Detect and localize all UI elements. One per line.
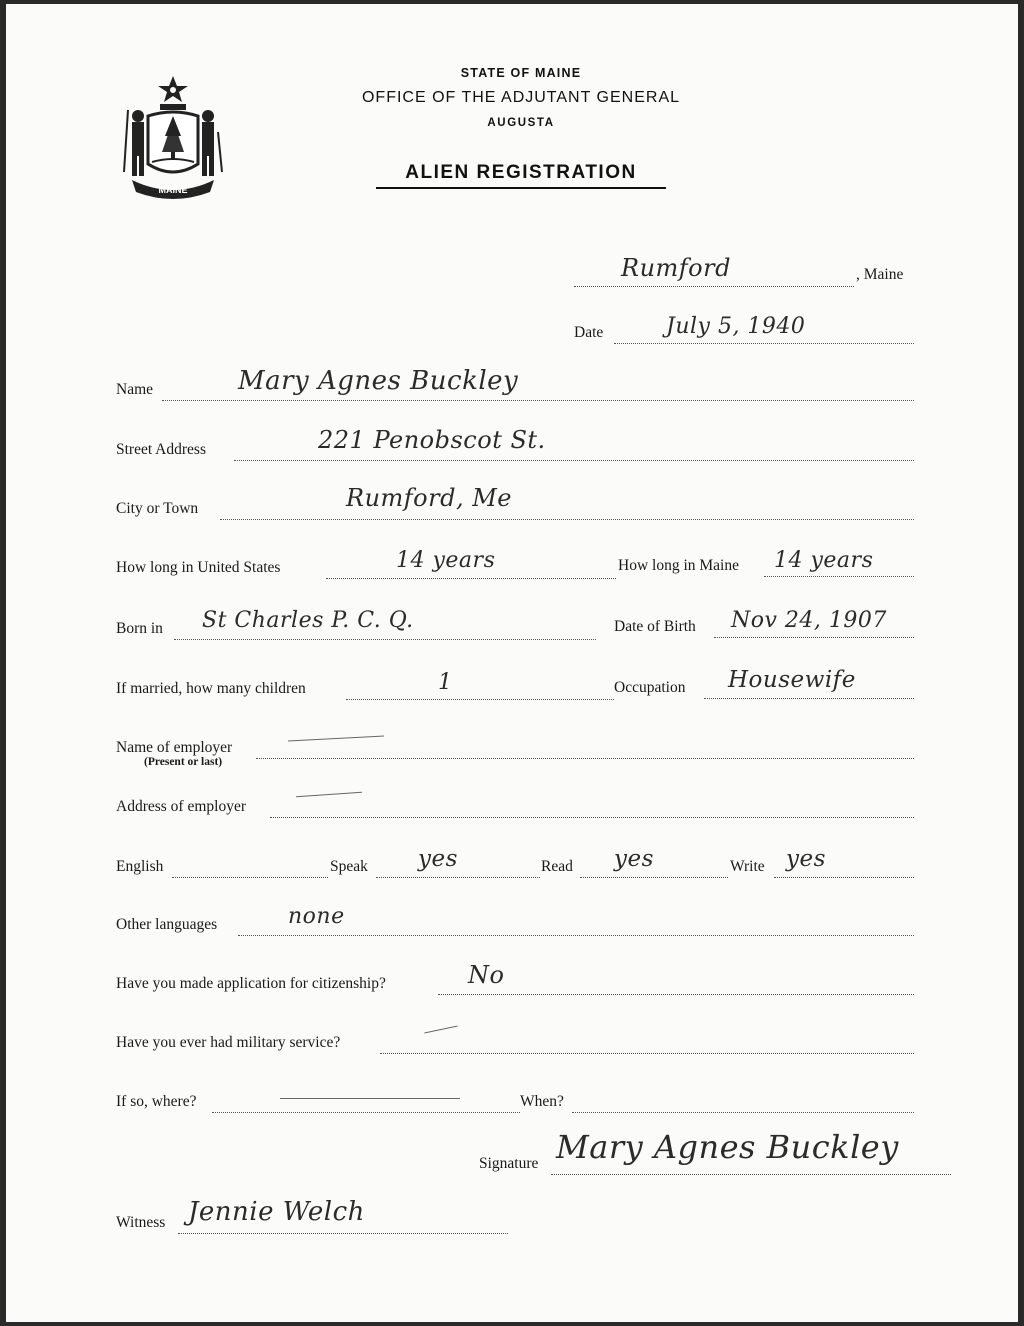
state-heading: STATE OF MAINE bbox=[460, 66, 582, 80]
dob-label: Date of Birth bbox=[614, 618, 696, 635]
other-languages-value: none bbox=[288, 904, 345, 929]
speak-line bbox=[376, 877, 540, 878]
date-label: Date bbox=[574, 324, 604, 341]
citizenship-line bbox=[438, 994, 914, 995]
write-line bbox=[774, 877, 914, 878]
write-value: yes bbox=[786, 846, 826, 872]
city-label: City or Town bbox=[116, 500, 199, 517]
other-languages-label: Other languages bbox=[116, 916, 218, 933]
read-value: yes bbox=[614, 846, 654, 872]
military-label: Have you ever had military service? bbox=[116, 1034, 341, 1051]
signature-value: Mary Agnes Buckley bbox=[556, 1128, 899, 1166]
read-label: Read bbox=[541, 858, 573, 875]
dob-value: Nov 24, 1907 bbox=[731, 608, 887, 633]
place-line bbox=[574, 286, 854, 287]
employer-address-blank-mark bbox=[296, 792, 362, 798]
maine-years-value: 14 years bbox=[774, 548, 874, 573]
witness-value: Jennie Welch bbox=[188, 1197, 365, 1227]
name-line bbox=[162, 400, 914, 401]
when-line bbox=[572, 1112, 914, 1113]
maine-seal-icon bbox=[118, 72, 228, 202]
employer-sublabel: (Present or last) bbox=[144, 756, 223, 768]
date-line bbox=[614, 343, 914, 344]
english-label: English bbox=[116, 858, 164, 875]
other-languages-line bbox=[238, 935, 914, 936]
us-years-value: 14 years bbox=[396, 548, 496, 573]
street-value: 221 Penobscot St. bbox=[318, 426, 546, 454]
us-years-label: How long in United States bbox=[116, 559, 281, 576]
witness-label: Witness bbox=[116, 1214, 166, 1231]
employer-address-label: Address of employer bbox=[116, 798, 246, 815]
employer-line bbox=[256, 758, 914, 759]
signature-label: Signature bbox=[479, 1155, 539, 1172]
seal-ribbon-label: MAINE bbox=[158, 185, 188, 195]
military-line bbox=[380, 1053, 914, 1054]
military-blank-mark bbox=[424, 1025, 457, 1033]
speak-label: Speak bbox=[330, 858, 368, 875]
born-label: Born in bbox=[116, 620, 163, 637]
children-line bbox=[346, 699, 614, 700]
employer-blank-mark bbox=[288, 735, 384, 741]
maine-years-line bbox=[764, 576, 914, 577]
write-label: Write bbox=[730, 858, 765, 875]
office-heading: OFFICE OF THE ADJUTANT GENERAL bbox=[361, 89, 681, 106]
where-blank-mark bbox=[280, 1098, 460, 1099]
us-years-line bbox=[326, 578, 616, 579]
occupation-line bbox=[704, 698, 914, 699]
place-value: Rumford bbox=[621, 254, 731, 282]
maine-label: , Maine bbox=[856, 266, 904, 283]
date-value: July 5, 1940 bbox=[666, 314, 806, 339]
english-line bbox=[172, 877, 328, 878]
occupation-label: Occupation bbox=[614, 679, 686, 696]
children-label: If married, how many children bbox=[116, 680, 306, 697]
where-line bbox=[212, 1112, 520, 1113]
form-title: ALIEN REGISTRATION bbox=[376, 162, 666, 189]
witness-line bbox=[178, 1233, 508, 1234]
citizenship-value: No bbox=[468, 961, 505, 989]
maine-years-label: How long in Maine bbox=[618, 557, 739, 574]
name-value: Mary Agnes Buckley bbox=[238, 366, 519, 396]
children-value: 1 bbox=[438, 670, 453, 695]
name-label: Name bbox=[116, 381, 154, 398]
read-line bbox=[580, 877, 728, 878]
where-label: If so, where? bbox=[116, 1093, 197, 1110]
born-value: St Charles P. C. Q. bbox=[202, 608, 414, 633]
city-value: Rumford, Me bbox=[346, 484, 512, 512]
city-heading: AUGUSTA bbox=[487, 117, 555, 129]
dob-line bbox=[714, 637, 914, 638]
citizenship-label: Have you made application for citizenship? bbox=[116, 975, 386, 992]
street-line bbox=[234, 460, 914, 461]
street-label: Street Address bbox=[116, 441, 206, 458]
employer-label: Name of employer bbox=[116, 739, 233, 756]
city-line bbox=[220, 519, 914, 520]
born-line bbox=[174, 639, 596, 640]
when-label: When? bbox=[520, 1093, 564, 1110]
occupation-value: Housewife bbox=[728, 667, 856, 693]
form-page bbox=[6, 4, 1018, 1322]
signature-line bbox=[551, 1174, 951, 1175]
speak-value: yes bbox=[418, 846, 458, 872]
employer-address-line bbox=[270, 817, 914, 818]
